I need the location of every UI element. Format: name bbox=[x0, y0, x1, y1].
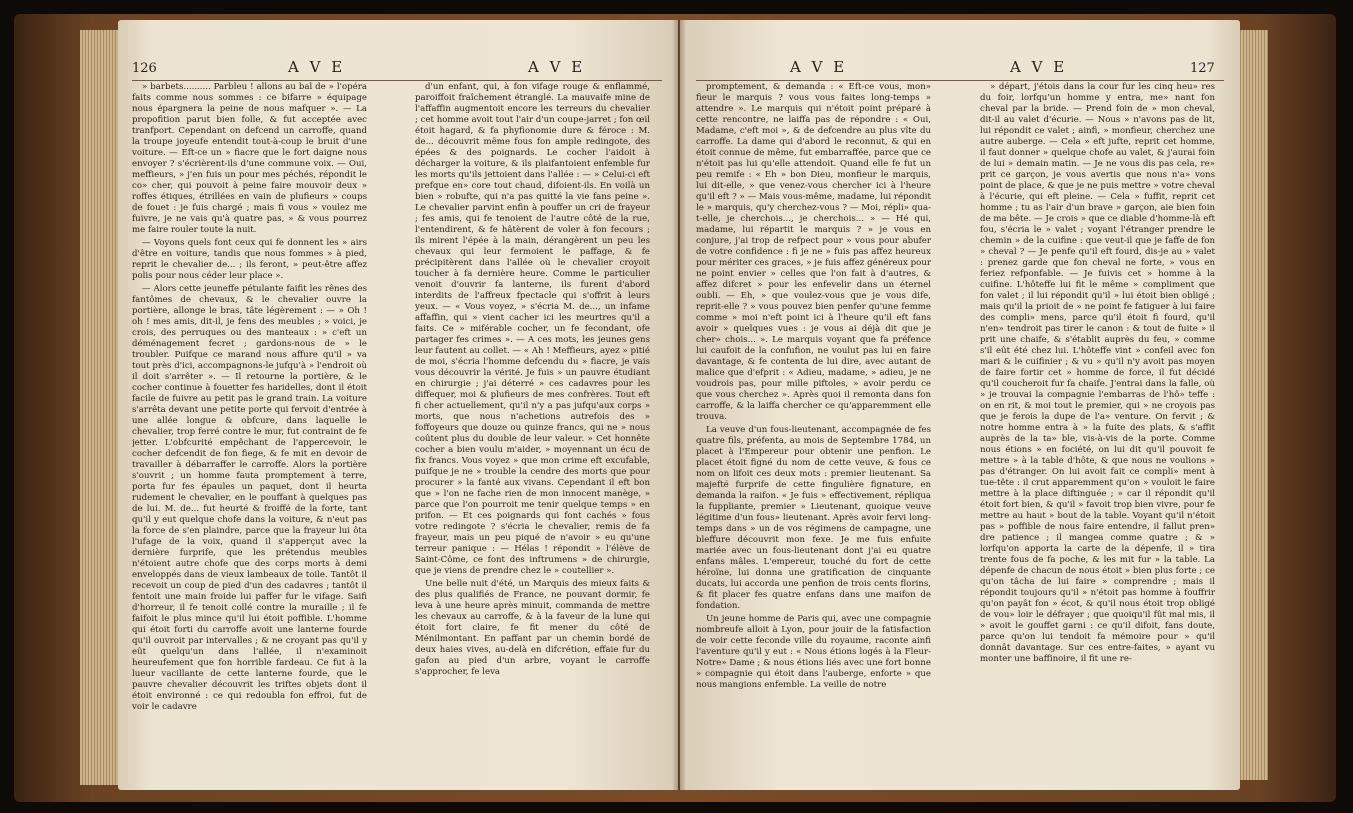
page-edges-left bbox=[80, 30, 118, 785]
book-gutter bbox=[672, 20, 686, 790]
header-rule-left bbox=[132, 80, 662, 81]
paragraph: Une belle nuit d'été, un Marquis des mieux faits & des plus qualifiés de France, ne pouvant dormir, fe leva à une heure après minuit, commanda de mettre les chevaux au carroffe, & à la faveur de la lune qui étoit fort claire, fe fit mener du côté de Ménilmontant. En paffant par un chemin bordé de deux haies vives, au-delà en difcrétion, effaie fur du gafon au pied d'un arbre, voyant le carroffe s'approcher, fe leva bbox=[415, 579, 650, 677]
header-rule-right bbox=[696, 80, 1224, 81]
paragraph: — Voyons quels font ceux qui fe donnent les » airs d'être en voiture, tandis que nous fommes » à pied, reprit le chevalier de... ; ils feront, » peut-être affez polis pour nous céder leur place ». bbox=[132, 238, 367, 281]
paragraph: La veuve d'un fous-lieutenant, accompagnée de fes quatre fils, préfenta, au mois de Septembre 1784, un placet à l'Empereur pour obtenir une penfion. Le placet étoit figné du nom de cette veuve, & fous ce nom on lifoit ces deux mots : premier lieutenant. Sa majefté furprife de cette fingulière fignature, en demanda la raifon. « Je fuis » effectivement, répliqua la fuppliante, premier » Lieutenant, quoique veuve légitime d'un fous» lieutenant. Après avoir fervi long-temps dans » un de vos régimens de campagne, une bleffure découvrit mon fexe. Je me fuis enfuite mariée avec un fous-lieutenant dont j'ai eu quatre enfans mâles. L'empereur, touché du fort de cette héroïne, lui donna une gratification de cinquante ducats, lui accorda une penfion de trois cents florins, & fit placer fes quatre enfans dans une maifon de fondation. bbox=[696, 425, 931, 611]
running-head-left-2: A V E bbox=[528, 58, 586, 76]
page-number-left: 126 bbox=[132, 61, 157, 76]
running-head-right-2: A V E bbox=[1010, 58, 1068, 76]
paragraph: promptement, & demanda : « Eft-ce vous, mon» fieur le marquis ? vous vous faites long-temps » attendre ». Le marquis qui n'étoit point préparé à cette rencontre, ne laiffa pas de répondre : « Oui, Madame, c'eft moi », & de defcendre au plus vîte du carroffe. La dame qui d'abord le reconnut, & qui en étoit connue de même, fut embarraffée, parce que ce n'étoit pas lui qu'elle attendoit. Quand elle fe fut un peu remife : « Eh » bon Dieu, monfieur le marquis, lui dit-elle, » que venez-vous chercher ici à l'heure qu'il eft ? » — Mais vous-même, madame, lui répondit le » marquis, qu'y cherchez-vous ? — Moi, répli» qua-t-elle, je cherchois..., je cherchois... » — Hé qui, madame, lui répartit le marquis ? » je vous en conjure, j'ai trop de refpect pour » vous pour abufer de votre confidence : fi je ne » fuis pas affez heureux pour mériter ces graces, » je fuis affez généreux pour ne point envier » celles que l'on fait à d'autres, & affez difcret » pour les enfevelir dans un éternel oubli. — Eh, » que voulez-vous que je vous dife, reprit-elle ? » vous pouvez bien penfer qu'une femme comme » moi n'eft point ici à l'heure qu'il eft fans avoir » quelques vues : je vous ai déjà dit que je cher» chois... ». Le marquis voyant que fa préfence lui caufoit de la confufion, ne voulut pas lui en faire davantage, & fe contenta de lui dire, avec autant de malice que d'efprit : « Adieu, madame, » adieu, je ne voudrois pas, pour mille piftoles, » avoir perdu ce que vous cherchez ». Après quoi il remonta dans fon carroffe, & la laiffa chercher ce qu'apparemment elle trouva. bbox=[696, 82, 931, 422]
paragraph: Un jeune homme de Paris qui, avec une compagnie nombreufe alloit à Lyon, pour jouir de la fatisfaction de voir cette feconde ville du royaume, raconte ainfi l'aventure qu'il y eut : « Nous étions logés à la Fleur-Notre» Dame ; & nous étions liés avec une fort bonne » compagnie qui étoit dans l'auberge, enforte » que nous mangions enfemble. La veille de notre bbox=[696, 614, 931, 690]
left-page bbox=[118, 20, 678, 790]
paragraph: » barbets.......... Parbleu ! allons au bal de » l'opéra faits comme nous sommes : ce bifarre » équipage nous épargnera la peine de nous mafquer ». — La propofition parut bien folle, & fut acceptée avec tranfport. Cependant on defcend un carroffe, quand la troupe joyeufe entendit tout-à-coup le bruit d'une voiture. — Eft-ce un » fiacre que le fort daigne nous envoyer ? s'écrièrent-ils d'une commune voix. — Oui, meffieurs, » j'en fuis un pour mes péchés, répondit le co» cher, qui pouvoit à peine faire mouvoir deux » roffes étiques, étrillées en vain de plufieurs » coups de fouet : je fuis chargé ; mais fi vous » voulez me fuivre, je ne vais qu'à quatre pas, » & vous pourrez me faire rouler toute la nuit. bbox=[132, 82, 367, 235]
right-page bbox=[680, 20, 1240, 790]
paragraph: » départ, j'étois dans la cour fur les cinq heu» res du foir, lorfqu'un homme y entra, me» nant fon cheval par la bride. — Prend foin de » mon cheval, dit-il au valet d'écurie. — Nous » n'avons pas de lit, lui répondit ce valet ; ainfi, » monfieur, cherchez une autre auberge. — Cela » eft jufte, reprit cet homme, il faut donner » quelque chofe au valet, & j'aurai foin de lui » demain matin. — Je ne vous dis pas cela, re» prit ce garçon, je vous avertis que nous n'a» vons point de place, & que je ne puis mettre » votre cheval à l'écurie, qui eft pleine. — Cela » fuffit, reprit cet homme ; tu as l'air d'un brave » garçon, aie bien foin de ma bête. — Je crois » que ce diable d'homme-là eft fou, s'écria le » valet ; voyant l'étranger prendre le chemin » de la cuifine : que veut-il que je faffe de fon » cheval ? — Je penfe qu'il eft fourd, dis-je au » valet : prenez garde que fon cheval ne forte, » vous en feriez refponfable. — Je fuivis cet » homme à la cuifine. L'hôteffe lui fit le même » compliment que fon valet ; il lui répondit qu'il » lui étoit bien obligé ; mais qu'il la prioit de » ne point fe fatiguer à lui faire des compli» mens, parce qu'il étoit fi fourd, qu'il n'en» tendroit pas tirer le canon : & tout de fuite » il prit une chaife, & s'établit auprès du feu, » comme s'il eût été chez lui. L'hôteffe vint » confeil avec fon mari & le cuifinier ; & vu » qu'il n'y avoit pas moyen de faire fortir cet » homme de force, il fut décidé qu'il coucheroit fur fa chaife. J'entrai dans la falle, où » je trouvai la compagnie l'embarras de l'hô» teffe : on en rit, & moi tout le premier, qui » ne croyois pas que je ferois la dupe de l'a» venture. On fervit ; & notre homme entra à » la fuite des plats, & s'affit auprès de la ta» ble, vis-à-vis de la porte. Comme nous étions » en fociété, on lui dit qu'il pouvoit fe mettre » à la table d'hôte, & que nous ne voulions » pas d'étranger. On lui avoit fait ce compli» ment à tue-tête : il crut apparemment qu'on » vouloit le faire mettre à la place diftinguée ; » car il répondit qu'il étoit fort bien, & qu'il » favoit trop bien vivre, pour fe mettre au haut » bout de la table. Voyant qu'il n'étoit pas » poffible de nous faire entendre, il fallut pren» dre patience ; il mangea comme quatre ; & » lorfqu'on apporta la carte de la dépenfe, il » tira trente fous de fa poche, & les mit fur » la table. La dépenfe de chacun de nous étoit » bien plus forte ; ce qu'on tâcha de lui faire » comprendre ; mais il répondit toujours qu'il » n'étoit pas homme à fouffrir qu'on payât fon » écot, & qu'il nous étoit trop obligé de vou» loir le défrayer ; que quoiqu'il fût mal mis, il » avoit le gouffet garni : ce qu'il difoit, fans doute, parce qu'on lui tendoit fa mémoire pour » qu'il donnât davantage. Sur ces entre-faites, » ayant vu monter une baffinoire, il fit une re- bbox=[980, 82, 1215, 664]
right-page-column-2 bbox=[980, 82, 1215, 782]
left-page-column-1 bbox=[132, 82, 367, 782]
running-head-right: A V E bbox=[790, 58, 848, 76]
paragraph: d'un enfant, qui, à fon vifage rouge & enflammé, paroiffoit fraîchement étranglé. La mauvaife mine de l'affaffin augmentoit encore les terreurs du chevalier ; cet homme avoit tout l'air d'un coupe-jarret ; fon œil étoit hagard, & fa phyfionomie dure & féroce : M. de... découvrit même fous fon ample redingote, des épées & des poignards. Le cocher l'aidoit à décharger la voiture, & ils plaifantoient enfemble fur les morts qu'ils jettoient dans l'allée : — » Celui-ci eft prefque en» core tout chaud, difoient-ils. En voilà un bien » robufte, qui n'a pas quitté la vie fans peine ». Le chevalier parvint enfin à pouffer un cri de frayeur ; fes amis, qui fe tenoient de l'autre côté de la rue, l'entendirent, & fe hâtèrent de voler à fon fecours ; ils mirent l'épée à la main, dérangèrent un peu les chevaux qui leur fermoient le paffage, & fe précipitèrent dans l'allée où le chevalier croyoit toucher à fa dernière heure. Comme le particulier venoit d'ouvrir fa lanterne, ils furent d'abord interdits de l'affreux fpectacle qui s'offrit à leurs yeux. — « Vous voyez, » s'écria M. de..., un infame affaffin, qui » vient cacher ici les meurtres qu'il a faits. Ce » miférable cocher, un fe fecondant, ofe partager fes crimes ». — A ces mots, les jeunes gens leur fautent au collet. — « Ah ! Meffieurs, ayez » pitié de moi, s'écria l'homme defcendu du » fiacre, je vais vous découvrir la vérité. Je fuis » un pauvre étudiant en chirurgie ; j'ai déterré » ces cadavres pour les diffequer, moi & plufieurs de mes confrères. Tout eft fi cher actuellement, qu'il n'y a pas jufqu'aux corps » morts, que nous n'achetions autrefois des » foffoyeurs que douze ou quinze francs, qui ne » nous coûtent plus du double de leur valeur. » Cet honnête cocher a bien voulu m'aider, » moyennant un écu de fix francs. Vous voyez » que mon crime eft excufable, puifque je ne » trouble la cendre des morts que pour procurer » la fanté aux vivans. Cependant il eft bon que » l'on ne fache rien de mon innocent manège, » parce que l'on pourroit me tenir quelque temps » en prifon. — Et ces poignards qui font cachés » fous votre redingote ? s'écria le chevalier, remis de fa frayeur, mais un peu piqué de n'avoir » eu qu'une terreur panique : — Hélas ! répondit » l'élève de Saint-Côme, ce font des inftrumens » de chirurgie, que je viens de prendre chez le » coutellier ». bbox=[415, 82, 650, 576]
right-page-column-1 bbox=[696, 82, 931, 782]
page-edges-right bbox=[1240, 30, 1268, 780]
paragraph: — Alors cette jeuneffe pétulante faifit les rênes des fantômes de chevaux, & le chevalier ouvre la portière, allonge le bras, tâte légèrement : — » Oh ! oh ! mes amis, dit-il, je fens des meubles ; » voici, je crois, des perruques ou des manteaux : » c'eft un déménagement fecret ; gardons-nous de » le troubler. Puifque ce marand nous affure qu'il » va tout près d'ici, accompagnons-le jufqu'à » l'endroit où il doit s'arrêter ». — Il retourne la portière, & le cocher continue à fouetter fes haridelles, dont il étoit facile de fuivre au petit pas le grand train. La voiture s'arrêta devant une petite porte qui fervoit d'entrée à une allée longue & obfcure, dans laquelle le chevalier, trop ferré contre le mur, fut contraint de fe jetter. L'obfcurité empêchant de l'appercevoir, le cocher defcendit de fon fiege, & fe mit en devoir de travailler à débarraffer le carroffe. Alors la portière s'ouvrit ; un homme fauta promptement à terre, porta fur fes épaules un paquet, dont il heurta rudement le chevalier, en le pouffant à quelques pas de lui. M. de... fut heurté & froiffé de la forte, tant qu'il y eut quelque chofe dans la voiture, & n'eut pas la force de s'en plaindre, parce que la frayeur lui ôta l'ufage de la voix, quand il s'apperçut avec la dernière furprife, que les prétendus meubles n'étoient autre chofe que des corps morts à demi enveloppés dans de vieux lambeaux de toile. Tantôt il recevoit un coup de pied d'un des cadavres ; tantôt il fentoit une main froide lui paffer fur le vifage. Saifi d'horreur, il fe tenoit collé contre la muraille ; il fe faifoit le plus mince qu'il lui étoit poffible. L'homme qui étoit forti du carroffe avoit une lanterne fourde qu'il ouvroit par intervalles ; & ne croyant pas qu'il y eût quelqu'un dans l'allée, il n'examinoit heureufement que fon horrible fardeau. Ce fut à la lueur vacillante de cette lanterne fourde, que le pauvre chevalier découvrit les triftes objets dont il étoit environné : ce qui redoubla fon effroi, fut de voir le cadavre bbox=[132, 284, 367, 712]
page-number-right: 127 bbox=[1190, 61, 1215, 76]
running-head-left: A V E bbox=[288, 58, 346, 76]
left-page-column-2 bbox=[415, 82, 650, 782]
